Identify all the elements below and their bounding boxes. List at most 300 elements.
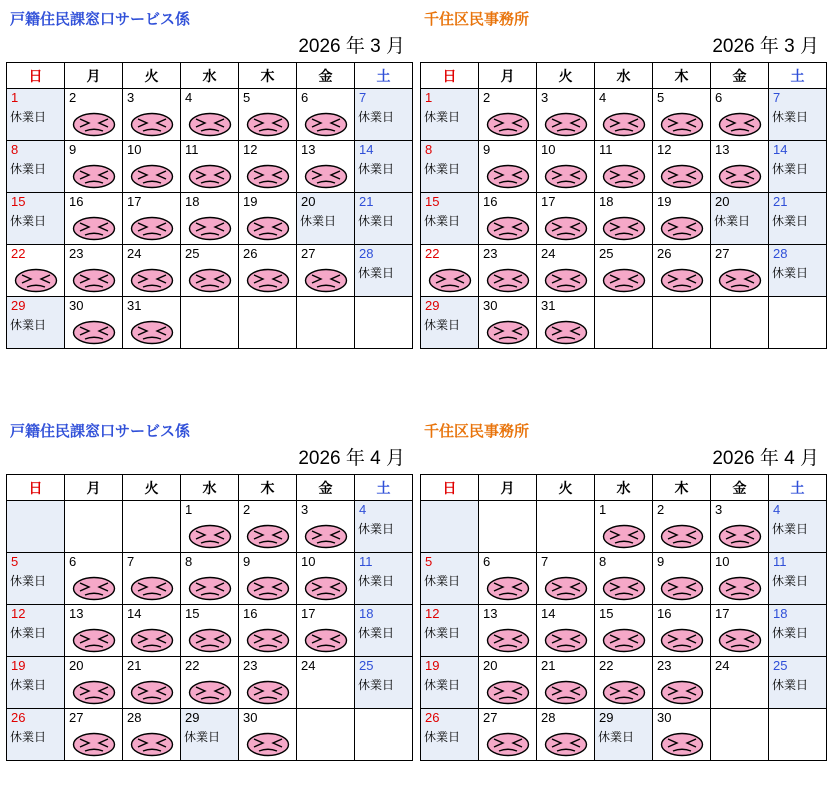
calendar-week-row (7, 193, 413, 245)
calendar-day-cell (537, 245, 595, 297)
closed-label: 休業日 (424, 318, 461, 332)
closed-label: 休業日 (10, 318, 47, 332)
crowded-face-icon (14, 268, 58, 293)
weekday-header-sun: 日 (7, 475, 65, 501)
day-number: 31 (127, 298, 142, 313)
day-number: 4 (359, 502, 367, 517)
calendar-day-cell (653, 297, 711, 349)
crowded-face-icon (718, 524, 762, 549)
calendar-title: 戸籍住民課窓口サービス係 (10, 11, 191, 28)
weekday-header-fri: 金 (711, 475, 769, 501)
closed-label: 休業日 (772, 162, 809, 176)
calendar-day-cell (537, 89, 595, 141)
crowded-face-icon (486, 320, 530, 345)
calendar-day-cell (537, 501, 595, 553)
calendar-day-cell (297, 553, 355, 605)
calendar-day-cell (65, 553, 123, 605)
crowded-face-icon (718, 268, 762, 293)
weekday-header-sun: 日 (7, 63, 65, 89)
calendar-day-cell (297, 89, 355, 141)
crowded-face-icon (72, 216, 116, 241)
day-number: 14 (359, 142, 374, 157)
crowded-face-icon (486, 576, 530, 601)
crowded-face-icon (130, 628, 174, 653)
crowded-face-icon (72, 320, 116, 345)
calendar-week-row (421, 297, 827, 349)
closed-label: 休業日 (358, 162, 395, 176)
day-number: 2 (243, 502, 251, 517)
calendar-week-row (421, 605, 827, 657)
weekday-header-sat: 土 (769, 63, 827, 89)
crowded-face-icon (188, 680, 232, 705)
crowded-face-icon (304, 164, 348, 189)
day-number: 16 (657, 606, 672, 621)
weekday-header-fri: 金 (297, 63, 355, 89)
day-number: 5 (243, 90, 251, 105)
calendar-day-cell (239, 709, 297, 761)
calendar-week-row (7, 553, 413, 605)
calendar-day-cell (711, 193, 769, 245)
calendar-day-cell (711, 657, 769, 709)
calendar-day-cell (239, 605, 297, 657)
crowded-face-icon (544, 320, 588, 345)
calendar-day-cell (355, 553, 413, 605)
crowded-face-icon (246, 680, 290, 705)
day-number: 21 (359, 194, 374, 209)
crowded-face-icon (718, 576, 762, 601)
day-number: 23 (657, 658, 672, 673)
closed-label: 休業日 (424, 678, 461, 692)
calendar-day-cell (537, 297, 595, 349)
weekday-header-fri: 金 (297, 475, 355, 501)
calendar-day-cell (297, 501, 355, 553)
calendar-day-cell (123, 657, 181, 709)
calendar-day-cell (181, 89, 239, 141)
calendar-day-cell (711, 553, 769, 605)
day-number: 20 (715, 194, 730, 209)
calendar-title: 千住区民事務所 (424, 11, 530, 28)
calendar-week-row (421, 501, 827, 553)
weekday-header-tue: 火 (537, 475, 595, 501)
calendar-day-cell (595, 193, 653, 245)
calendar-day-cell (65, 605, 123, 657)
calendar-week-row (421, 245, 827, 297)
day-number: 25 (773, 658, 788, 673)
closed-label: 休業日 (424, 214, 461, 228)
calendar-day-cell (479, 605, 537, 657)
crowded-face-icon (660, 576, 704, 601)
day-number: 13 (483, 606, 498, 621)
day-number: 11 (359, 554, 373, 569)
day-number: 29 (11, 298, 26, 313)
crowded-face-icon (72, 164, 116, 189)
day-number: 25 (185, 246, 200, 261)
calendar-day-cell (653, 553, 711, 605)
day-number: 31 (541, 298, 556, 313)
calendar-day-cell (711, 297, 769, 349)
crowded-face-icon (188, 576, 232, 601)
calendar-day-cell (769, 709, 827, 761)
crowded-face-icon (246, 164, 290, 189)
calendar-day-cell (421, 709, 479, 761)
closed-label: 休業日 (772, 522, 809, 536)
calendar-day-cell (123, 141, 181, 193)
crowded-face-icon (428, 268, 472, 293)
calendar-day-cell (769, 141, 827, 193)
closed-label: 休業日 (358, 678, 395, 692)
crowded-face-icon (130, 268, 174, 293)
day-number: 5 (657, 90, 665, 105)
crowded-face-icon (544, 680, 588, 705)
closed-label: 休業日 (10, 730, 47, 744)
calendar-block-2 (420, 8, 827, 349)
weekday-header-sun: 日 (421, 63, 479, 89)
crowded-face-icon (130, 576, 174, 601)
crowded-face-icon (602, 112, 646, 137)
calendar-day-cell (421, 605, 479, 657)
weekday-header-fri: 金 (711, 63, 769, 89)
crowded-face-icon (486, 216, 530, 241)
calendar-day-cell (297, 193, 355, 245)
calendar-day-cell (479, 89, 537, 141)
day-number: 29 (425, 298, 440, 313)
crowded-face-icon (188, 268, 232, 293)
crowded-face-icon (544, 628, 588, 653)
calendar-day-cell (7, 657, 65, 709)
crowded-face-icon (130, 732, 174, 757)
crowded-face-icon (72, 112, 116, 137)
crowded-face-icon (544, 216, 588, 241)
calendar-day-cell (123, 297, 181, 349)
calendar-day-cell (769, 605, 827, 657)
crowded-face-icon (304, 628, 348, 653)
weekday-header-mon: 月 (65, 63, 123, 89)
calendar-day-cell (653, 605, 711, 657)
crowded-face-icon (246, 112, 290, 137)
calendar-day-cell (595, 245, 653, 297)
crowded-face-icon (486, 628, 530, 653)
closed-label: 休業日 (358, 522, 395, 536)
weekday-header-thu: 木 (653, 475, 711, 501)
crowded-face-icon (72, 732, 116, 757)
weekday-header-wed: 水 (181, 475, 239, 501)
calendar-day-cell (769, 89, 827, 141)
calendar-day-cell (479, 141, 537, 193)
calendar-table (420, 62, 827, 349)
calendar-day-cell (595, 89, 653, 141)
day-number: 22 (11, 246, 26, 261)
crowded-face-icon (486, 732, 530, 757)
calendar-week-row (7, 141, 413, 193)
calendar-day-cell (653, 141, 711, 193)
day-number: 20 (483, 658, 498, 673)
calendar-week-row (421, 89, 827, 141)
crowded-face-icon (246, 524, 290, 549)
calendar-day-cell (479, 709, 537, 761)
day-number: 27 (483, 710, 498, 725)
closed-label: 休業日 (772, 626, 809, 640)
calendar-week-row (421, 709, 827, 761)
calendar-day-cell (297, 605, 355, 657)
day-number: 17 (715, 606, 730, 621)
closed-label: 休業日 (10, 162, 47, 176)
crowded-face-icon (486, 112, 530, 137)
calendar-day-cell (711, 605, 769, 657)
calendar-day-cell (595, 501, 653, 553)
calendar-week-row (7, 297, 413, 349)
day-number: 13 (715, 142, 730, 157)
calendar-day-cell (537, 553, 595, 605)
day-number: 3 (541, 90, 549, 105)
crowded-face-icon (660, 216, 704, 241)
weekday-header-mon: 月 (479, 63, 537, 89)
calendar-day-cell (769, 193, 827, 245)
day-number: 28 (127, 710, 142, 725)
calendar-day-cell (479, 193, 537, 245)
crowded-face-icon (602, 524, 646, 549)
weekday-header-thu: 木 (653, 63, 711, 89)
crowded-face-icon (486, 164, 530, 189)
calendar-day-cell (65, 297, 123, 349)
crowded-face-icon (304, 112, 348, 137)
calendar-block-1 (6, 8, 413, 349)
day-number: 12 (11, 606, 26, 621)
closed-label: 休業日 (358, 214, 395, 228)
calendar-day-cell (7, 193, 65, 245)
crowded-face-icon (246, 732, 290, 757)
day-number: 6 (69, 554, 77, 569)
calendar-title: 千住区民事務所 (424, 423, 530, 440)
calendar-week-row (7, 89, 413, 141)
day-number: 15 (11, 194, 26, 209)
day-number: 10 (715, 554, 730, 569)
calendar-day-cell (7, 553, 65, 605)
calendar-day-cell (7, 501, 65, 553)
day-number: 8 (11, 142, 19, 157)
day-number: 9 (243, 554, 251, 569)
crowded-face-icon (544, 112, 588, 137)
day-number: 14 (127, 606, 142, 621)
day-number: 18 (773, 606, 788, 621)
calendar-day-cell (65, 193, 123, 245)
closed-label: 休業日 (184, 730, 221, 744)
calendar-day-cell (595, 657, 653, 709)
day-number: 23 (483, 246, 498, 261)
crowded-face-icon (602, 268, 646, 293)
calendar-day-cell (421, 553, 479, 605)
day-number: 30 (69, 298, 84, 313)
closed-label: 休業日 (358, 110, 395, 124)
calendar-day-cell (65, 89, 123, 141)
crowded-face-icon (188, 628, 232, 653)
day-number: 15 (185, 606, 200, 621)
calendar-day-cell (7, 297, 65, 349)
calendar-day-cell (239, 89, 297, 141)
day-number: 26 (657, 246, 672, 261)
weekday-header-sun: 日 (421, 475, 479, 501)
calendar-title: 戸籍住民課窓口サービス係 (10, 423, 191, 440)
crowded-face-icon (660, 164, 704, 189)
calendar-day-cell (181, 141, 239, 193)
closed-label: 休業日 (10, 678, 47, 692)
calendar-day-cell (595, 297, 653, 349)
calendar-day-cell (653, 193, 711, 245)
closed-label: 休業日 (598, 730, 635, 744)
calendar-block-4 (420, 420, 827, 761)
calendar-week-row (421, 657, 827, 709)
calendar-day-cell (123, 501, 181, 553)
day-number: 29 (599, 710, 614, 725)
calendar-day-cell (181, 709, 239, 761)
crowded-face-icon (602, 628, 646, 653)
calendar-month-label: 2026 年 4 月 (712, 448, 819, 469)
calendar-day-cell (123, 709, 181, 761)
day-number: 29 (185, 710, 200, 725)
day-number: 24 (541, 246, 556, 261)
day-number: 13 (69, 606, 84, 621)
crowded-face-icon (718, 112, 762, 137)
day-number: 16 (243, 606, 258, 621)
day-number: 1 (11, 90, 19, 105)
day-number: 28 (541, 710, 556, 725)
closed-label: 休業日 (10, 574, 47, 588)
day-number: 6 (715, 90, 723, 105)
calendar-day-cell (421, 141, 479, 193)
calendar-day-cell (595, 141, 653, 193)
calendar-week-row (7, 709, 413, 761)
day-number: 12 (425, 606, 440, 621)
day-number: 27 (69, 710, 84, 725)
calendar-day-cell (537, 141, 595, 193)
crowded-face-icon (246, 268, 290, 293)
calendar-day-cell (479, 657, 537, 709)
closed-label: 休業日 (772, 110, 809, 124)
calendar-day-cell (769, 245, 827, 297)
day-number: 8 (599, 554, 607, 569)
calendar-day-cell (239, 553, 297, 605)
day-number: 12 (657, 142, 672, 157)
calendar-day-cell (355, 245, 413, 297)
calendar-day-cell (355, 605, 413, 657)
calendar-day-cell (239, 245, 297, 297)
day-number: 17 (301, 606, 316, 621)
calendar-day-cell (239, 657, 297, 709)
crowded-face-icon (544, 164, 588, 189)
closed-label: 休業日 (772, 266, 809, 280)
weekday-header-tue: 火 (123, 475, 181, 501)
calendar-day-cell (7, 605, 65, 657)
calendar-day-cell (297, 297, 355, 349)
day-number: 5 (425, 554, 433, 569)
day-number: 22 (425, 246, 440, 261)
day-number: 30 (483, 298, 498, 313)
calendar-day-cell (123, 89, 181, 141)
day-number: 3 (715, 502, 723, 517)
crowded-face-icon (72, 628, 116, 653)
calendar-day-cell (711, 501, 769, 553)
crowded-face-icon (602, 680, 646, 705)
day-number: 9 (483, 142, 491, 157)
calendar-day-cell (123, 245, 181, 297)
day-number: 14 (773, 142, 788, 157)
calendar-day-cell (123, 193, 181, 245)
weekday-header-tue: 火 (537, 63, 595, 89)
calendar-day-cell (181, 657, 239, 709)
day-number: 25 (359, 658, 374, 673)
day-number: 7 (359, 90, 367, 105)
calendar-day-cell (239, 193, 297, 245)
day-number: 30 (657, 710, 672, 725)
crowded-face-icon (660, 112, 704, 137)
day-number: 24 (301, 658, 316, 673)
day-number: 28 (773, 246, 788, 261)
weekday-header-wed: 水 (595, 63, 653, 89)
calendar-day-cell (7, 141, 65, 193)
calendar-day-cell (65, 709, 123, 761)
calendar-week-row (7, 605, 413, 657)
calendar-day-cell (653, 657, 711, 709)
closed-label: 休業日 (714, 214, 751, 228)
day-number: 9 (69, 142, 77, 157)
weekday-header-sat: 土 (355, 63, 413, 89)
day-number: 21 (541, 658, 556, 673)
day-number: 2 (657, 502, 665, 517)
crowded-face-icon (602, 216, 646, 241)
crowded-face-icon (544, 268, 588, 293)
closed-label: 休業日 (772, 574, 809, 588)
crowded-face-icon (130, 680, 174, 705)
closed-label: 休業日 (300, 214, 337, 228)
crowded-face-icon (486, 680, 530, 705)
crowded-face-icon (718, 628, 762, 653)
calendar-day-cell (479, 297, 537, 349)
crowded-face-icon (304, 268, 348, 293)
calendar-month-label: 2026 年 4 月 (298, 448, 405, 469)
calendar-day-cell (769, 657, 827, 709)
calendar-day-cell (355, 709, 413, 761)
day-number: 6 (301, 90, 309, 105)
calendar-day-cell (7, 245, 65, 297)
crowded-face-icon (130, 320, 174, 345)
weekday-header-thu: 木 (239, 63, 297, 89)
day-number: 12 (243, 142, 258, 157)
day-number: 17 (541, 194, 556, 209)
calendar-day-cell (653, 501, 711, 553)
day-number: 23 (69, 246, 84, 261)
crowded-face-icon (544, 576, 588, 601)
calendar-day-cell (595, 553, 653, 605)
day-number: 3 (301, 502, 309, 517)
calendar-day-cell (653, 245, 711, 297)
weekday-header-mon: 月 (65, 475, 123, 501)
day-number: 28 (359, 246, 374, 261)
crowded-face-icon (718, 164, 762, 189)
crowded-face-icon (130, 112, 174, 137)
calendar-day-cell (421, 193, 479, 245)
calendar-day-cell (537, 605, 595, 657)
closed-label: 休業日 (358, 626, 395, 640)
calendar-day-cell (421, 89, 479, 141)
closed-label: 休業日 (772, 214, 809, 228)
day-number: 7 (541, 554, 549, 569)
weekday-header-mon: 月 (479, 475, 537, 501)
calendar-month-label: 2026 年 3 月 (298, 36, 405, 57)
day-number: 17 (127, 194, 142, 209)
crowded-face-icon (130, 216, 174, 241)
crowded-face-icon (660, 268, 704, 293)
calendar-week-row (7, 245, 413, 297)
day-number: 16 (483, 194, 498, 209)
